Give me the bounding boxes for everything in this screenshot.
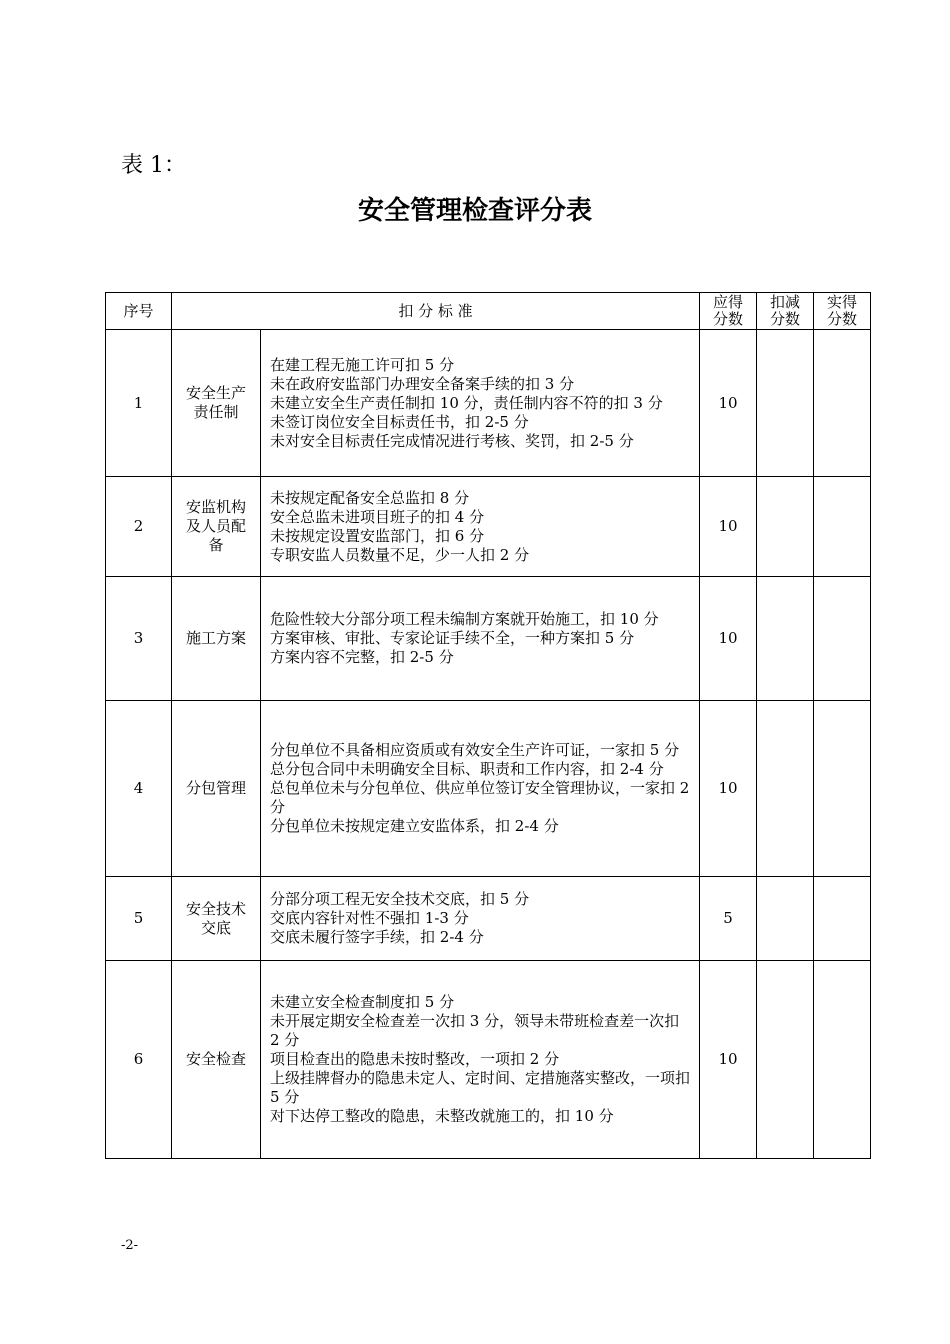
row-deducted-score bbox=[757, 330, 814, 477]
row-actual-score bbox=[814, 961, 871, 1159]
row-due-score: 10 bbox=[700, 477, 757, 577]
table-row bbox=[106, 577, 871, 701]
row-actual-score bbox=[814, 877, 871, 961]
header-deducted: 扣减分数 bbox=[757, 293, 814, 330]
criteria-line: 总分包合同中未明确安全目标、职责和工作内容，扣 2-4 分 bbox=[270, 760, 664, 778]
page-title: 安全管理检查评分表 bbox=[357, 196, 592, 226]
row-item bbox=[172, 330, 261, 477]
row-deducted-score bbox=[757, 877, 814, 961]
criteria-line: 专职安监人员数量不足，少一人扣 2 分 bbox=[270, 545, 530, 564]
row-due-score: 10 bbox=[700, 961, 757, 1159]
row-criteria bbox=[261, 330, 700, 477]
criteria-line: 对下达停工整改的隐患，未整改就施工的，扣 10 分 bbox=[270, 1107, 614, 1125]
row-criteria bbox=[261, 961, 700, 1159]
criteria-line: 未在政府安监部门办理安全备案手续的扣 3 分 bbox=[270, 374, 575, 393]
criteria-line: 项目检查出的隐患未按时整改，一项扣 2 分 bbox=[270, 1050, 560, 1068]
criteria-line: 方案内容不完整，扣 2-5 分 bbox=[270, 648, 454, 666]
row-actual-score bbox=[814, 477, 871, 577]
criteria-line: 分部分项工程无安全技术交底，扣 5 分 bbox=[270, 890, 530, 908]
criteria-line: 安全总监未进项目班子的扣 4 分 bbox=[270, 507, 485, 526]
table-row bbox=[106, 877, 871, 961]
row-due-score: 10 bbox=[700, 577, 757, 701]
row-actual-score bbox=[814, 330, 871, 477]
row-seq: 6 bbox=[106, 961, 172, 1159]
criteria-line: 在建工程无施工许可扣 5 分 bbox=[270, 355, 455, 374]
table-row bbox=[106, 330, 871, 477]
row-criteria bbox=[261, 577, 700, 701]
criteria-line: 未签订岗位安全目标责任书，扣 2-5 分 bbox=[270, 412, 529, 431]
criteria-line: 分包单位不具备相应资质或有效安全生产许可证，一家扣 5 分 bbox=[270, 741, 680, 759]
table-row bbox=[106, 961, 871, 1159]
criteria-line: 分包单位未按规定建立安监体系，扣 2-4 分 bbox=[270, 817, 559, 835]
row-item bbox=[172, 961, 261, 1159]
criteria-line: 交底内容针对性不强扣 1-3 分 bbox=[270, 909, 469, 927]
row-seq: 5 bbox=[106, 877, 172, 961]
row-due-score: 10 bbox=[700, 701, 757, 877]
header-seq: 序号 bbox=[106, 293, 172, 330]
row-seq: 3 bbox=[106, 577, 172, 701]
row-deducted-score bbox=[757, 577, 814, 701]
criteria-line: 未建立安全生产责任制扣 10 分，责任制内容不符的扣 3 分 bbox=[270, 393, 663, 412]
row-item bbox=[172, 701, 261, 877]
row-item bbox=[172, 477, 261, 577]
row-due-score: 10 bbox=[700, 330, 757, 477]
row-deducted-score bbox=[757, 961, 814, 1159]
row-item-label: 安全检查 bbox=[186, 1050, 247, 1068]
table-row bbox=[106, 477, 871, 577]
row-criteria bbox=[261, 477, 700, 577]
criteria-line: 上级挂牌督办的隐患未定人、定时间、定措施落实整改，一项扣 5 分 bbox=[270, 1069, 691, 1106]
row-item-label: 安监机构及人员配备 bbox=[186, 498, 247, 554]
row-due-score: 5 bbox=[700, 877, 757, 961]
row-actual-score bbox=[814, 701, 871, 877]
criteria-line: 方案审核、审批、专家论证手续不全，一种方案扣 5 分 bbox=[270, 629, 635, 647]
row-criteria bbox=[261, 877, 700, 961]
row-item-label: 分包管理 bbox=[186, 779, 247, 797]
row-item-label: 安全技术交底 bbox=[186, 899, 247, 937]
row-criteria bbox=[261, 701, 700, 877]
criteria-line: 未按规定配备安全总监扣 8 分 bbox=[270, 488, 470, 507]
row-seq: 4 bbox=[106, 701, 172, 877]
criteria-line: 未开展定期安全检查差一次扣 3 分，领导未带班检查差一次扣 2 分 bbox=[270, 1012, 680, 1049]
row-item-label: 安全生产责任制 bbox=[186, 384, 247, 421]
table-row bbox=[106, 701, 871, 877]
header-actual: 实得分数 bbox=[814, 293, 871, 330]
page-number: -2- bbox=[121, 1238, 139, 1253]
criteria-line: 危险性较大分部分项工程未编制方案就开始施工，扣 10 分 bbox=[270, 610, 659, 628]
criteria-line: 未对安全目标责任完成情况进行考核、奖罚，扣 2-5 分 bbox=[270, 431, 634, 450]
row-item bbox=[172, 877, 261, 961]
row-deducted-score bbox=[757, 701, 814, 877]
table-header-row bbox=[106, 293, 871, 330]
criteria-line: 总包单位未与分包单位、供应单位签订安全管理协议，一家扣 2 分 bbox=[270, 779, 690, 816]
criteria-line: 未建立安全检查制度扣 5 分 bbox=[270, 993, 455, 1011]
row-deducted-score bbox=[757, 477, 814, 577]
row-actual-score bbox=[814, 577, 871, 701]
header-criteria: 扣 分 标 准 bbox=[172, 293, 700, 330]
row-seq: 1 bbox=[106, 330, 172, 477]
table-label: 表 1： bbox=[121, 153, 186, 178]
criteria-line: 交底未履行签字手续，扣 2-4 分 bbox=[270, 928, 484, 946]
criteria-line: 未按规定设置安监部门，扣 6 分 bbox=[270, 526, 485, 545]
header-due-score: 应得分数 bbox=[700, 293, 757, 330]
row-item-label: 施工方案 bbox=[186, 629, 247, 647]
score-table bbox=[105, 292, 871, 1159]
row-seq: 2 bbox=[106, 477, 172, 577]
row-item bbox=[172, 577, 261, 701]
